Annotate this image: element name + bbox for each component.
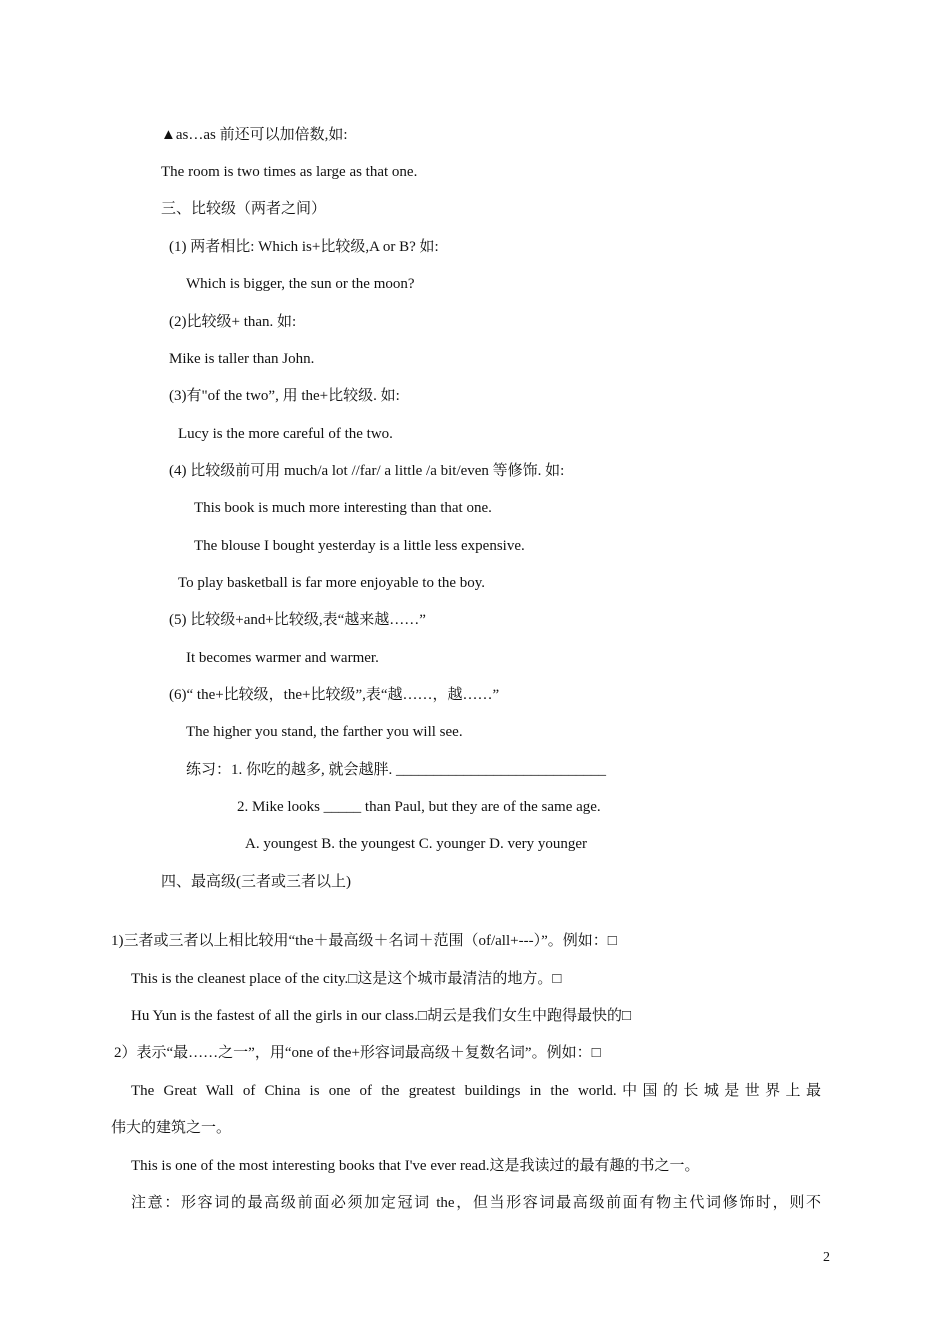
rule-item: 1)三者或三者以上相比较用“the＋最高级＋名词＋范围（of/all+---）”。例如：□ [111,933,617,949]
section-heading-comparative: 三、比较级（两者之间） [161,201,327,217]
exercise-item: 练习：1. 你吃的越多, 就会越胖. ____________________________ [186,762,607,778]
example-sentence: The higher you stand, the farther you will see. [186,724,463,740]
rule-item: (1) 两者相比: Which is+比较级,A or B? 如: [169,239,439,255]
section-heading-superlative: 四、最高级(三者或三者以上) [161,874,351,890]
note-as-as-multiple: ▲as…as 前还可以加倍数,如: [161,127,348,143]
rule-item: (3)有"of the two”, 用 the+比较级. 如: [169,388,400,404]
exercise-item: 2. Mike looks _____ than Paul, but they are of the same age. [237,799,601,815]
note-paragraph: 注意：形容词的最高级前面必须加定冠词 the，但当形容词最高级前面有物主代词修饰时，则不 [131,1195,821,1211]
rule-item: 2）表示“最……之一”，用“one of the+形容词最高级＋复数名词”。例如：□ [114,1045,601,1061]
example-sentence: To play basketball is far more enjoyable to the boy. [178,575,486,591]
example-sentence: The Great Wall of China is one of the greatest buildings in the world.中国的长城是世界上最 [131,1083,821,1099]
example-sentence: Hu Yun is the fastest of all the girls in our class.□胡云是我们女生中跑得最快的□ [131,1008,632,1024]
rule-item: (4) 比较级前可用 much/a lot //far/ a little /a bit/even 等修饰. 如: [169,463,565,479]
example-sentence-continuation: 伟大的建筑之一。 [111,1120,232,1136]
rule-item: (5) 比较级+and+比较级,表“越来越……” [169,612,426,628]
example-sentence: Lucy is the more careful of the two. [178,426,393,442]
exercise-options: A. youngest B. the youngest C. younger D. very younger [245,836,588,852]
example-sentence: It becomes warmer and warmer. [186,650,379,666]
example-sentence: This book is much more interesting than that one. [194,500,492,516]
example-sentence: The room is two times as large as that one. [161,164,418,180]
example-sentence: Mike is taller than John. [169,351,315,367]
rule-item: (6)“ the+比较级，the+比较级”,表“越……，越……” [169,687,500,703]
rule-item: (2)比较级+ than. 如: [169,314,297,330]
example-sentence: This is the cleanest place of the city.□这是这个城市最清洁的地方。□ [131,971,562,987]
example-sentence: This is one of the most interesting books that I've ever read.这是我读过的最有趣的书之一。 [131,1158,700,1174]
example-sentence: Which is bigger, the sun or the moon? [186,276,415,292]
page-number: 2 [823,1250,830,1265]
example-sentence: The blouse I bought yesterday is a little less expensive. [194,538,525,554]
